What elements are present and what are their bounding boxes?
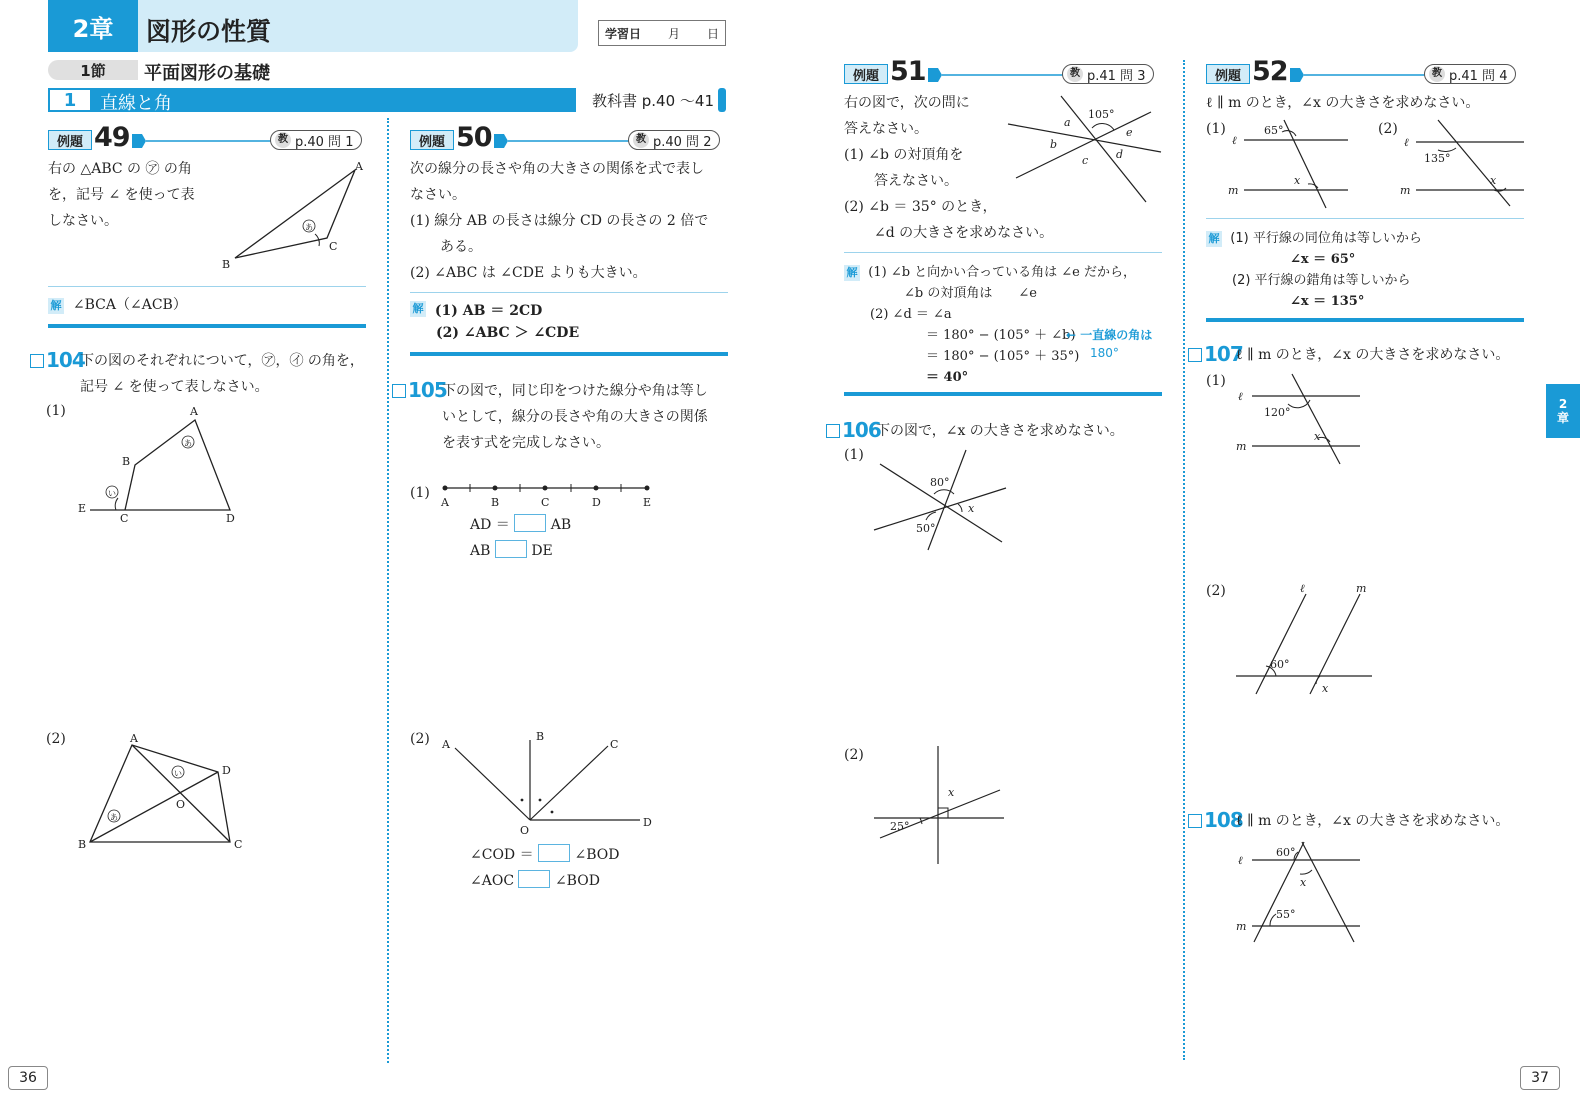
divider — [410, 292, 728, 293]
example-52-figure-1 — [1226, 118, 1350, 210]
svg-text:A: A — [441, 496, 449, 509]
study-date-box — [598, 20, 726, 46]
label-1: (1) — [1206, 121, 1226, 137]
svg-text:C: C — [120, 512, 129, 525]
svg-text:B: B — [222, 258, 231, 271]
answer-box[interactable] — [518, 870, 550, 888]
svg-text:c: c — [1082, 154, 1089, 167]
example-52-text: ℓ ∥ m のとき，∠x の大きさを求めなさい。 — [1206, 95, 1480, 111]
svg-text:ℓ: ℓ — [1404, 136, 1409, 149]
equation-4: ∠AOC ∠BOD — [470, 868, 600, 894]
svg-text:50°: 50° — [916, 522, 936, 535]
month-label: 月 — [667, 26, 680, 41]
svg-text:x: x — [1322, 682, 1329, 695]
example-51-answer: 解 (1) ∠b と向かい合っている角は ∠e だから， ∠b の対頂角は ∠e (2) ∠d ＝ ∠a ＝ 180° − (105° ＋ ∠b) ＝ 180° − (105° ＋ 35°) ＝ 40° — [844, 262, 1136, 388]
chapter-number: 2章 — [48, 0, 138, 52]
svg-text:x: x — [968, 502, 975, 515]
example-52-header — [1206, 56, 1524, 87]
example-49-answer: 解 ∠BCA（∠ACB） — [48, 292, 187, 318]
svg-text:80°: 80° — [930, 476, 950, 489]
svg-text:x: x — [1490, 174, 1497, 187]
svg-text:A: A — [190, 405, 198, 418]
divider — [48, 286, 366, 287]
divider-thick — [1206, 318, 1524, 322]
angle-figure — [430, 728, 660, 840]
problem-104-text: 下の図のそれぞれについて，㋐，㋑ の角を， 記号 ∠ を使って表しなさい。 — [80, 353, 364, 395]
svg-text:B: B — [122, 455, 131, 468]
label-2: (2) — [1206, 583, 1226, 599]
divider-thick — [48, 324, 366, 328]
svg-text:b: b — [1050, 138, 1058, 151]
answer-box[interactable] — [514, 514, 546, 532]
svg-text:A: A — [442, 738, 450, 751]
example-51-text: 右の図で，次の問に 答えなさい。 (1) ∠b の対頂角を 答えなさい。 (2) ∠b ＝ 35° のとき， ∠d の大きさを求めなさい。 — [844, 95, 1054, 241]
side-note: ← 一直線の角は 180° — [1066, 328, 1153, 360]
label-1: (1) — [844, 447, 864, 463]
svg-text:O: O — [520, 824, 530, 837]
svg-text:x: x — [1300, 876, 1307, 889]
svg-text:x: x — [948, 786, 955, 799]
answer-box[interactable] — [495, 540, 527, 558]
date-label: 学習日 — [605, 26, 642, 41]
column-divider — [1183, 60, 1185, 1060]
svg-text:105°: 105° — [1088, 108, 1115, 121]
ref-marker — [718, 88, 726, 112]
textbook-reference: 教科書 p.40 〜41 — [592, 92, 714, 110]
problem-106-text: 下の図で，∠x の大きさを求めなさい。 — [876, 423, 1124, 439]
label-1: (1) — [410, 485, 430, 501]
topic-number: 1 — [50, 90, 90, 110]
example-50-answer: 解 (1) AB ＝ 2CD (2) ∠ABC ＞ ∠CDE — [410, 300, 579, 344]
svg-text:135°: 135° — [1424, 152, 1451, 165]
problem-108-header: 108 — [1188, 808, 1243, 832]
svg-text:D: D — [222, 764, 231, 777]
problem-106-header: 106 — [826, 418, 881, 442]
svg-text:C: C — [234, 838, 243, 851]
label-2: (2) — [410, 731, 430, 747]
equation-2: AB DE — [470, 538, 553, 564]
svg-text:い: い — [174, 769, 182, 778]
example-49-text: 右の △ABC の ㋐ の角 を，記号 ∠ を使って表 しなさい。 — [48, 161, 195, 229]
svg-text:B: B — [78, 838, 87, 851]
problem-106-figure-1 — [866, 446, 1016, 554]
example-tag: 例題 — [844, 64, 888, 84]
problem-104-figure-2 — [70, 730, 270, 860]
svg-text:い: い — [108, 489, 116, 498]
example-51-header — [844, 56, 1162, 87]
svg-text:25°: 25° — [890, 820, 910, 833]
svg-text:ℓ: ℓ — [1238, 390, 1243, 403]
topic-title: 直線と角 — [100, 93, 172, 114]
problem-108-figure — [1232, 838, 1372, 944]
column-divider — [387, 118, 389, 1063]
example-52-figure-2 — [1398, 118, 1526, 210]
svg-text:x: x — [1294, 174, 1301, 187]
svg-text:65°: 65° — [1264, 124, 1284, 137]
example-number: 51 — [890, 56, 926, 87]
page-number-left: 36 — [8, 1066, 48, 1090]
svg-text:d: d — [1116, 148, 1124, 161]
label-1: (1) — [1206, 373, 1226, 389]
page-number-right: 37 — [1520, 1066, 1560, 1090]
section-title: 平面図形の基礎 — [144, 63, 270, 84]
checkbox[interactable] — [392, 384, 406, 398]
problem-104-header: 104 — [30, 348, 85, 372]
example-tag: 例題 — [1206, 64, 1250, 84]
example-52-answer: 解 (1) 平行線の同位角は等しいから ∠x ＝ 65° (2) 平行線の錯角は等しいから ∠x ＝ 135° — [1206, 228, 1422, 312]
day-label: 日 — [706, 26, 719, 41]
example-number: 52 — [1252, 56, 1288, 87]
divider-thick — [410, 352, 728, 356]
svg-text:あ: あ — [184, 439, 192, 448]
svg-text:C: C — [329, 240, 338, 253]
problem-105-text: 下の図で，同じ印をつけた線分や角は等し いとして，線分の長さや角の大きさの関係 を表す式を完成しなさい。 — [442, 383, 708, 451]
chapter-side-tab: 2 章 — [1546, 384, 1580, 438]
checkbox[interactable] — [826, 424, 840, 438]
checkbox[interactable] — [1188, 348, 1202, 362]
problem-106-figure-2 — [870, 744, 1010, 866]
label-2: (2) — [1378, 121, 1398, 137]
textbook-ref-badge: 教 p.40 問 2 — [628, 130, 720, 150]
svg-text:D: D — [226, 512, 235, 525]
svg-text:あ: あ — [305, 223, 313, 232]
problem-107-figure-2 — [1230, 580, 1380, 696]
svg-text:m: m — [1236, 920, 1247, 933]
textbook-ref-badge: 教 p.41 問 4 — [1424, 64, 1516, 84]
segment-figure — [435, 478, 660, 512]
example-tag: 例題 — [410, 130, 454, 150]
svg-text:E: E — [643, 496, 652, 509]
divider-thick — [844, 392, 1162, 396]
svg-text:x: x — [1314, 430, 1321, 443]
triangle-abc-figure — [215, 158, 370, 273]
divider — [1206, 218, 1524, 219]
checkbox[interactable] — [1188, 814, 1202, 828]
checkbox[interactable] — [30, 354, 44, 368]
svg-text:O: O — [176, 798, 186, 811]
intersecting-lines-figure — [1006, 94, 1166, 206]
svg-text:D: D — [643, 816, 652, 829]
svg-text:60°: 60° — [1270, 658, 1290, 671]
svg-text:m: m — [1400, 184, 1411, 197]
equation-3: ∠COD ＝ ∠BOD — [470, 842, 620, 868]
label-2: (2) — [844, 747, 864, 763]
answer-box[interactable] — [538, 844, 570, 862]
svg-text:C: C — [541, 496, 550, 509]
svg-text:ℓ: ℓ — [1232, 134, 1237, 147]
svg-text:A: A — [355, 160, 363, 173]
svg-text:120°: 120° — [1264, 406, 1291, 419]
svg-text:a: a — [1064, 116, 1071, 129]
problem-107-header: 107 — [1188, 342, 1243, 366]
textbook-ref-badge: 教 p.40 問 1 — [270, 130, 362, 150]
svg-text:m: m — [1356, 582, 1367, 595]
svg-text:D: D — [592, 496, 601, 509]
svg-text:B: B — [536, 730, 545, 743]
divider — [844, 252, 1162, 253]
svg-text:ℓ: ℓ — [1300, 582, 1305, 595]
example-tag: 例題 — [48, 130, 92, 150]
equation-1: AD ＝ AB — [470, 512, 571, 538]
label-2: (2) — [46, 731, 66, 747]
svg-text:60°: 60° — [1276, 846, 1296, 859]
example-number: 49 — [94, 122, 130, 153]
chapter-title: 図形の性質 — [146, 17, 272, 46]
problem-107-text: ℓ ∥ m のとき，∠x の大きさを求めなさい。 — [1236, 347, 1510, 363]
example-number: 50 — [456, 122, 492, 153]
svg-text:あ: あ — [110, 813, 118, 822]
svg-text:m: m — [1236, 440, 1247, 453]
svg-text:ℓ: ℓ — [1238, 854, 1243, 867]
svg-text:m: m — [1228, 184, 1239, 197]
problem-108-text: ℓ ∥ m のとき，∠x の大きさを求めなさい。 — [1236, 813, 1510, 829]
problem-104-figure-1 — [70, 400, 270, 530]
label-1: (1) — [46, 403, 66, 419]
example-50-header — [410, 122, 728, 153]
svg-text:B: B — [491, 496, 500, 509]
svg-text:55°: 55° — [1276, 908, 1296, 921]
svg-text:A: A — [130, 732, 138, 745]
svg-text:E: E — [78, 502, 87, 515]
example-50-text: 次の線分の長さや角の大きさの関係を式で表し なさい。 (1) 線分 AB の長さは線分 CD の長さの 2 倍で ある。 (2) ∠ABC は ∠CDE よりも大きい。 — [410, 161, 709, 281]
section-tab: 1節 — [48, 60, 138, 80]
problem-107-figure-1 — [1232, 372, 1372, 468]
textbook-ref-badge: 教 p.41 問 3 — [1062, 64, 1154, 84]
problem-105-header: 105 — [392, 378, 447, 402]
svg-text:e: e — [1126, 126, 1133, 139]
example-49-header — [48, 122, 366, 153]
svg-text:C: C — [610, 738, 619, 751]
